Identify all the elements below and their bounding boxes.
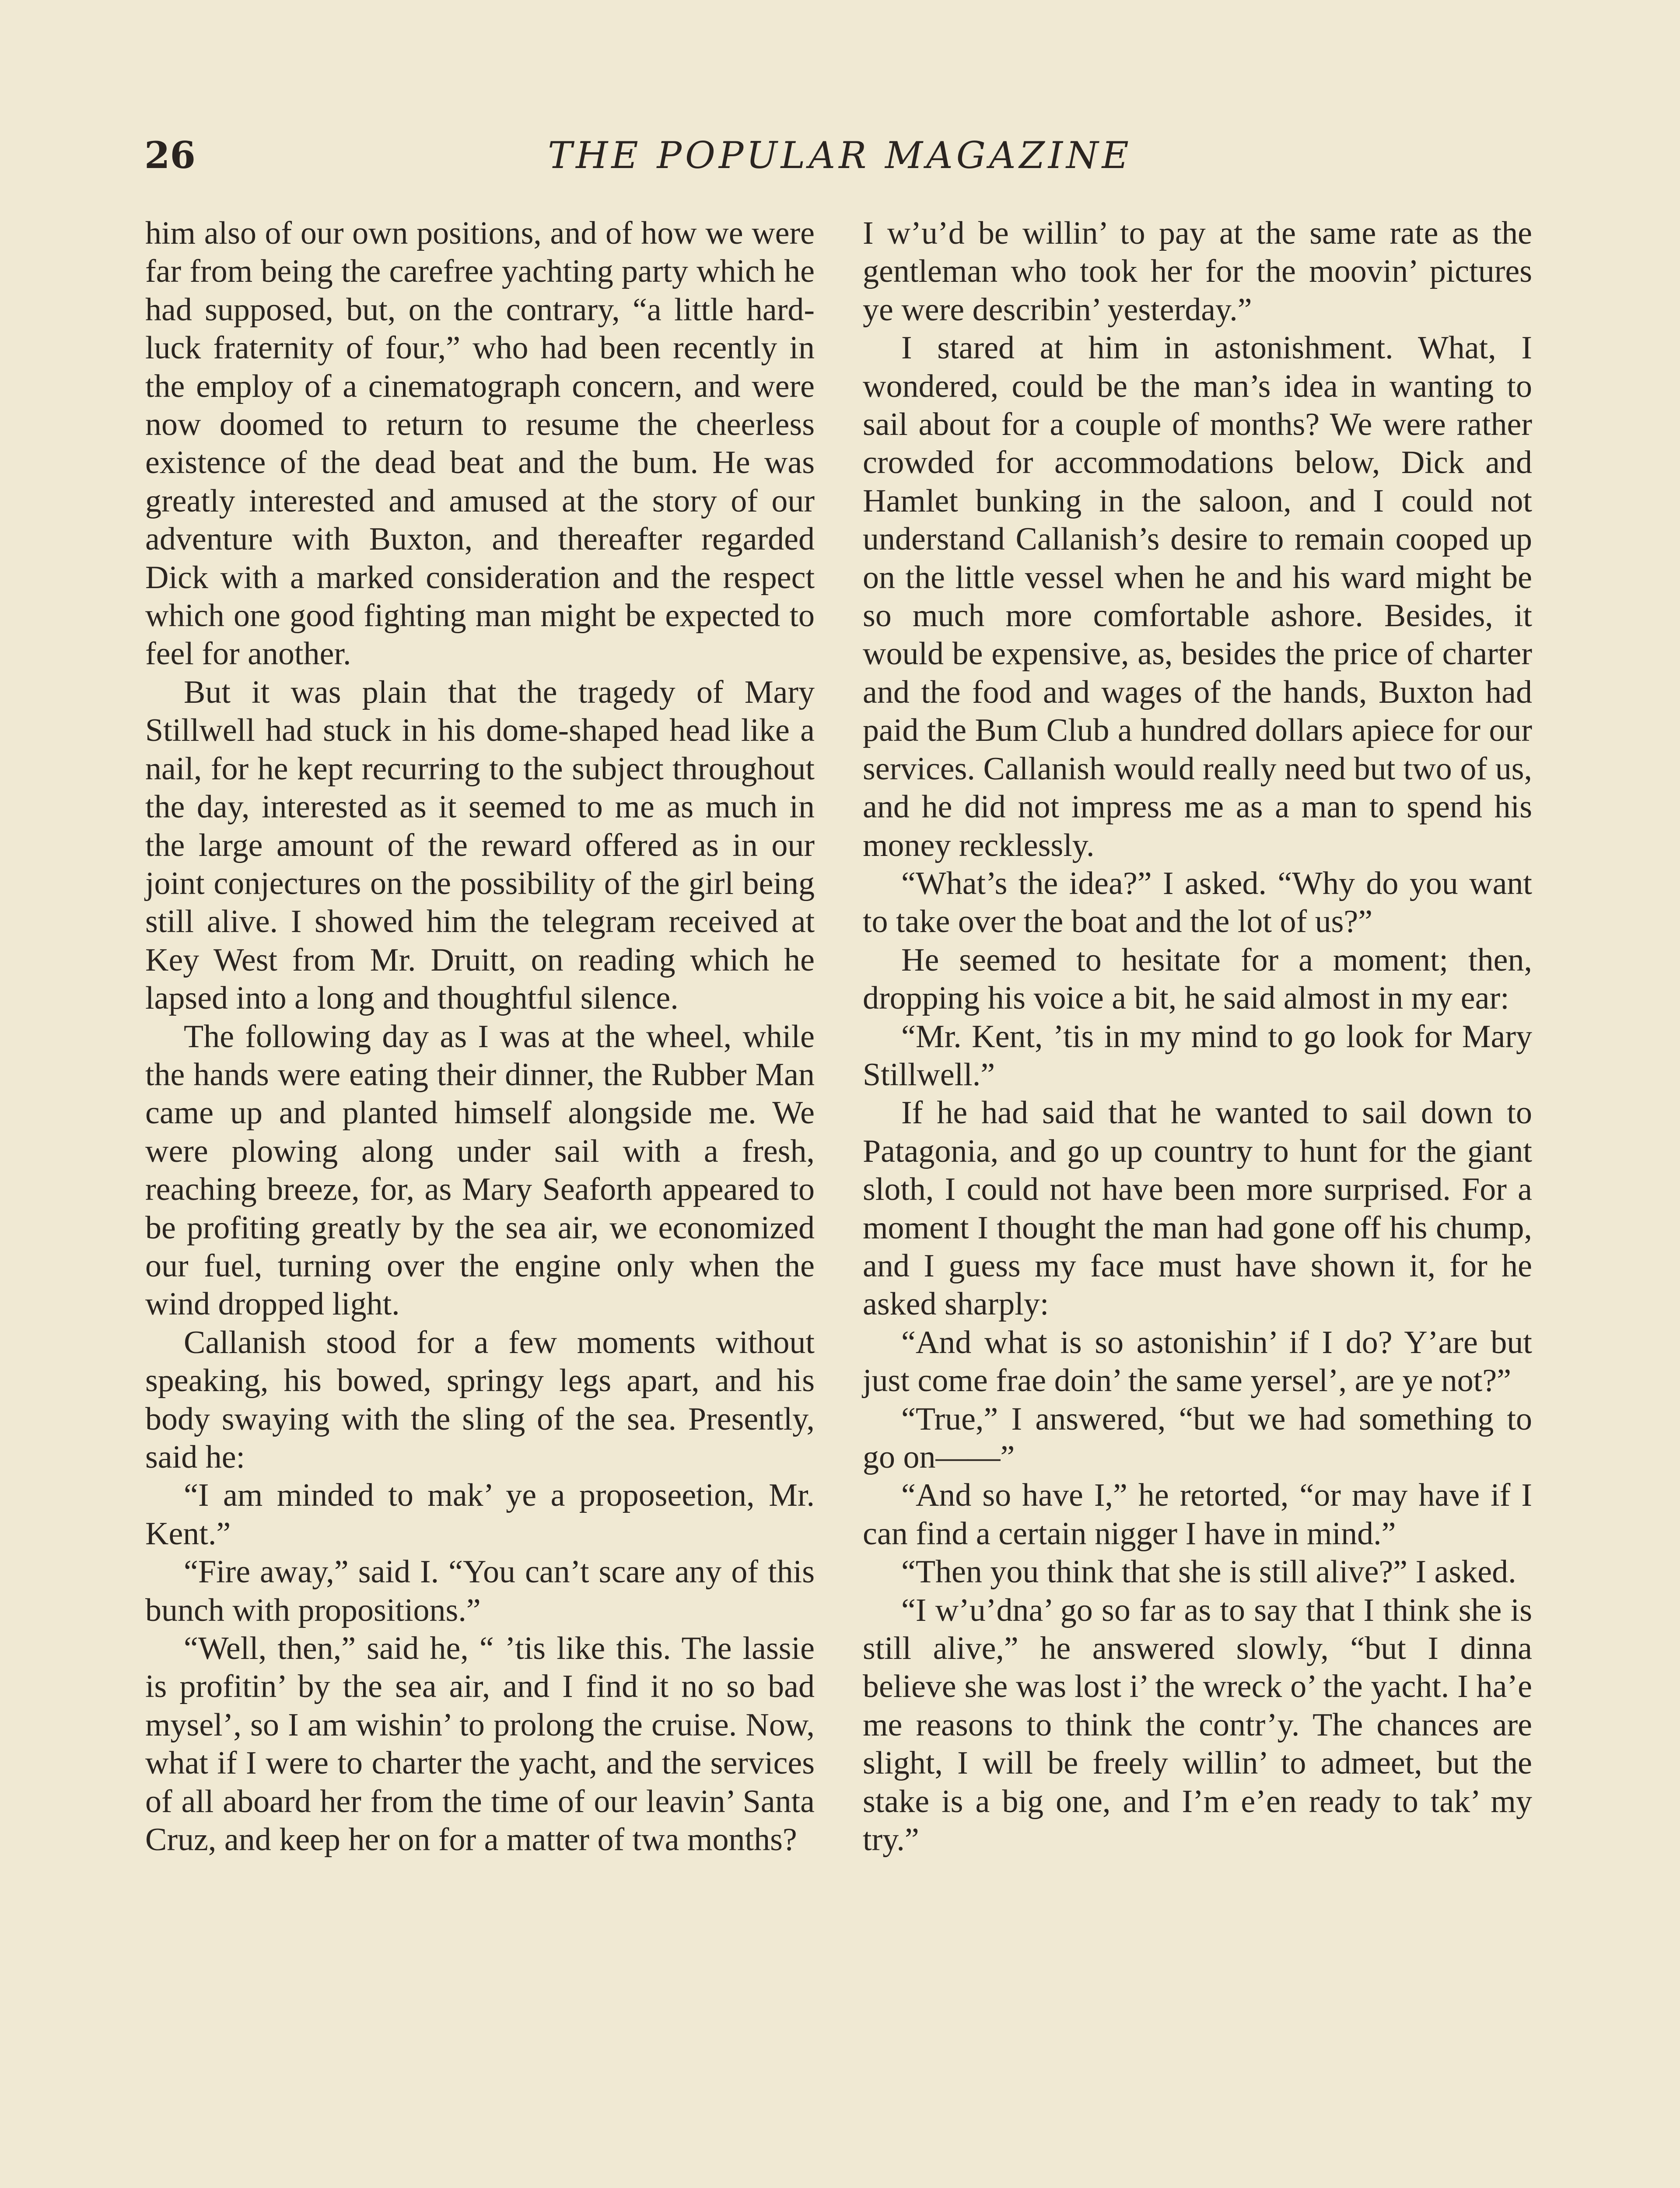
right-column: [863, 214, 1532, 1859]
paragraph: “I am minded to mak’ ye a proposeetion, Mr. Kent.”: [145, 1477, 815, 1552]
paragraph: “And so have I,” he retorted, “or may have if I can find a certain nigger I have in mind.”: [863, 1477, 1532, 1552]
paragraph: him also of our own positions, and of how we were far from being the carefree yachting party which he had supposed, but, on the contrary, “a little hard-luck fraternity of four,” who had been recently in the employ of a cinematograph concern, and were now doomed to return to resume the cheerless existence of the dead beat and the bum. He was greatly interested and amused at the story of our adventure with Buxton, and thereafter regarded Dick with a marked consideration and the respect which one good fighting man might be expected to feel for another.: [145, 215, 815, 672]
paragraph: But it was plain that the tragedy of Mary Stillwell had stuck in his dome-shaped head like a nail, for he kept recurring to the subject throughout the day, interested as it seemed to me as much in the large amount of the reward offered as in our joint conjectures on the possibility of the girl being still alive. I showed him the telegram received at Key West from Mr. Druitt, on reading which he lapsed into a long and thoughtful silence.: [145, 674, 815, 1017]
paragraph: “True,” I answered, “but we had something to go on——”: [863, 1401, 1532, 1475]
paragraph: “Mr. Kent, ’tis in my mind to go look for Mary Stillwell.”: [863, 1018, 1532, 1093]
paragraph: “Well, then,” said he, “ ’tis like this. The lassie is profitin’ by the sea air, and I find it no so bad mysel’, so I am wishin’ to prolong the cruise. Now, what if I were to charter the yacht, and the services of all aboard her from the time of our leavin’ Santa Cruz, and keep her on for a matter of twa months?: [145, 1630, 815, 1858]
paragraph: The following day as I was at the wheel, while the hands were eating their dinner, the Rubber Man came up and planted himself alongside me. We were plowing along under sail with a fresh, reaching breeze, for, as Mary Seaforth appeared to be profiting greatly by the sea air, we economized our fuel, turning over the engine only when the wind dropped light.: [145, 1018, 815, 1322]
running-head: [144, 131, 1536, 179]
left-column: [145, 214, 815, 1859]
paragraph: He seemed to hesitate for a moment; then, dropping his voice a bit, he said almost in my ear:: [863, 942, 1532, 1017]
page-number: 26: [144, 133, 196, 177]
paragraph: Callanish stood for a few moments without speaking, his bowed, springy legs apart, and his body swaying with the sling of the sea. Presently, said he:: [145, 1324, 815, 1475]
paragraph: “Fire away,” said I. “You can’t scare any of this bunch with propositions.”: [145, 1554, 815, 1628]
paragraph: “And what is so astonishin’ if I do? Y’are but just come frae doin’ the same yersel’, are ye not?”: [863, 1324, 1532, 1399]
paragraph: “What’s the idea?” I asked. “Why do you want to take over the boat and the lot of us?”: [863, 865, 1532, 940]
paragraph: I w’u’d be willin’ to pay at the same rate as the gentleman who took her for the moovin’ pictures ye were describin’ yesterday.”: [863, 215, 1532, 328]
paragraph: “I w’u’dna’ go so far as to say that I think she is still alive,” he answered slowly, “but I dinna believe she was lost i’ the wreck o’ the yacht. I ha’e me reasons to think the contr’y. The chances are slight, I will be freely willin’ to admeet, but the stake is a big one, and I’m e’en ready to tak’ my try.”: [863, 1592, 1532, 1858]
paragraph: I stared at him in astonishment. What, I wondered, could be the man’s idea in wanting to sail about for a couple of months? We were rather crowded for accommodations below, Dick and Hamlet bunking in the saloon, and I could not understand Callanish’s desire to remain cooped up on the little vessel when he and his ward might be so much more comfortable ashore. Besides, it would be expensive, as, besides the price of charter and the food and wages of the hands, Buxton had paid the Bum Club a hundred dollars apiece for our services. Callanish would really need but two of us, and he did not impress me as a man to spend his money recklessly.: [863, 330, 1532, 863]
paragraph: If he had said that he wanted to sail down to Patagonia, and go up country to hunt for the giant sloth, I could not have been more surprised. For a moment I thought the man had gone off his chump, and I guess my face must have shown it, for he asked sharply:: [863, 1095, 1532, 1322]
magazine-title: THE POPULAR MAGAZINE: [548, 134, 1132, 177]
paragraph: “Then you think that she is still alive?” I asked.: [901, 1554, 1516, 1590]
